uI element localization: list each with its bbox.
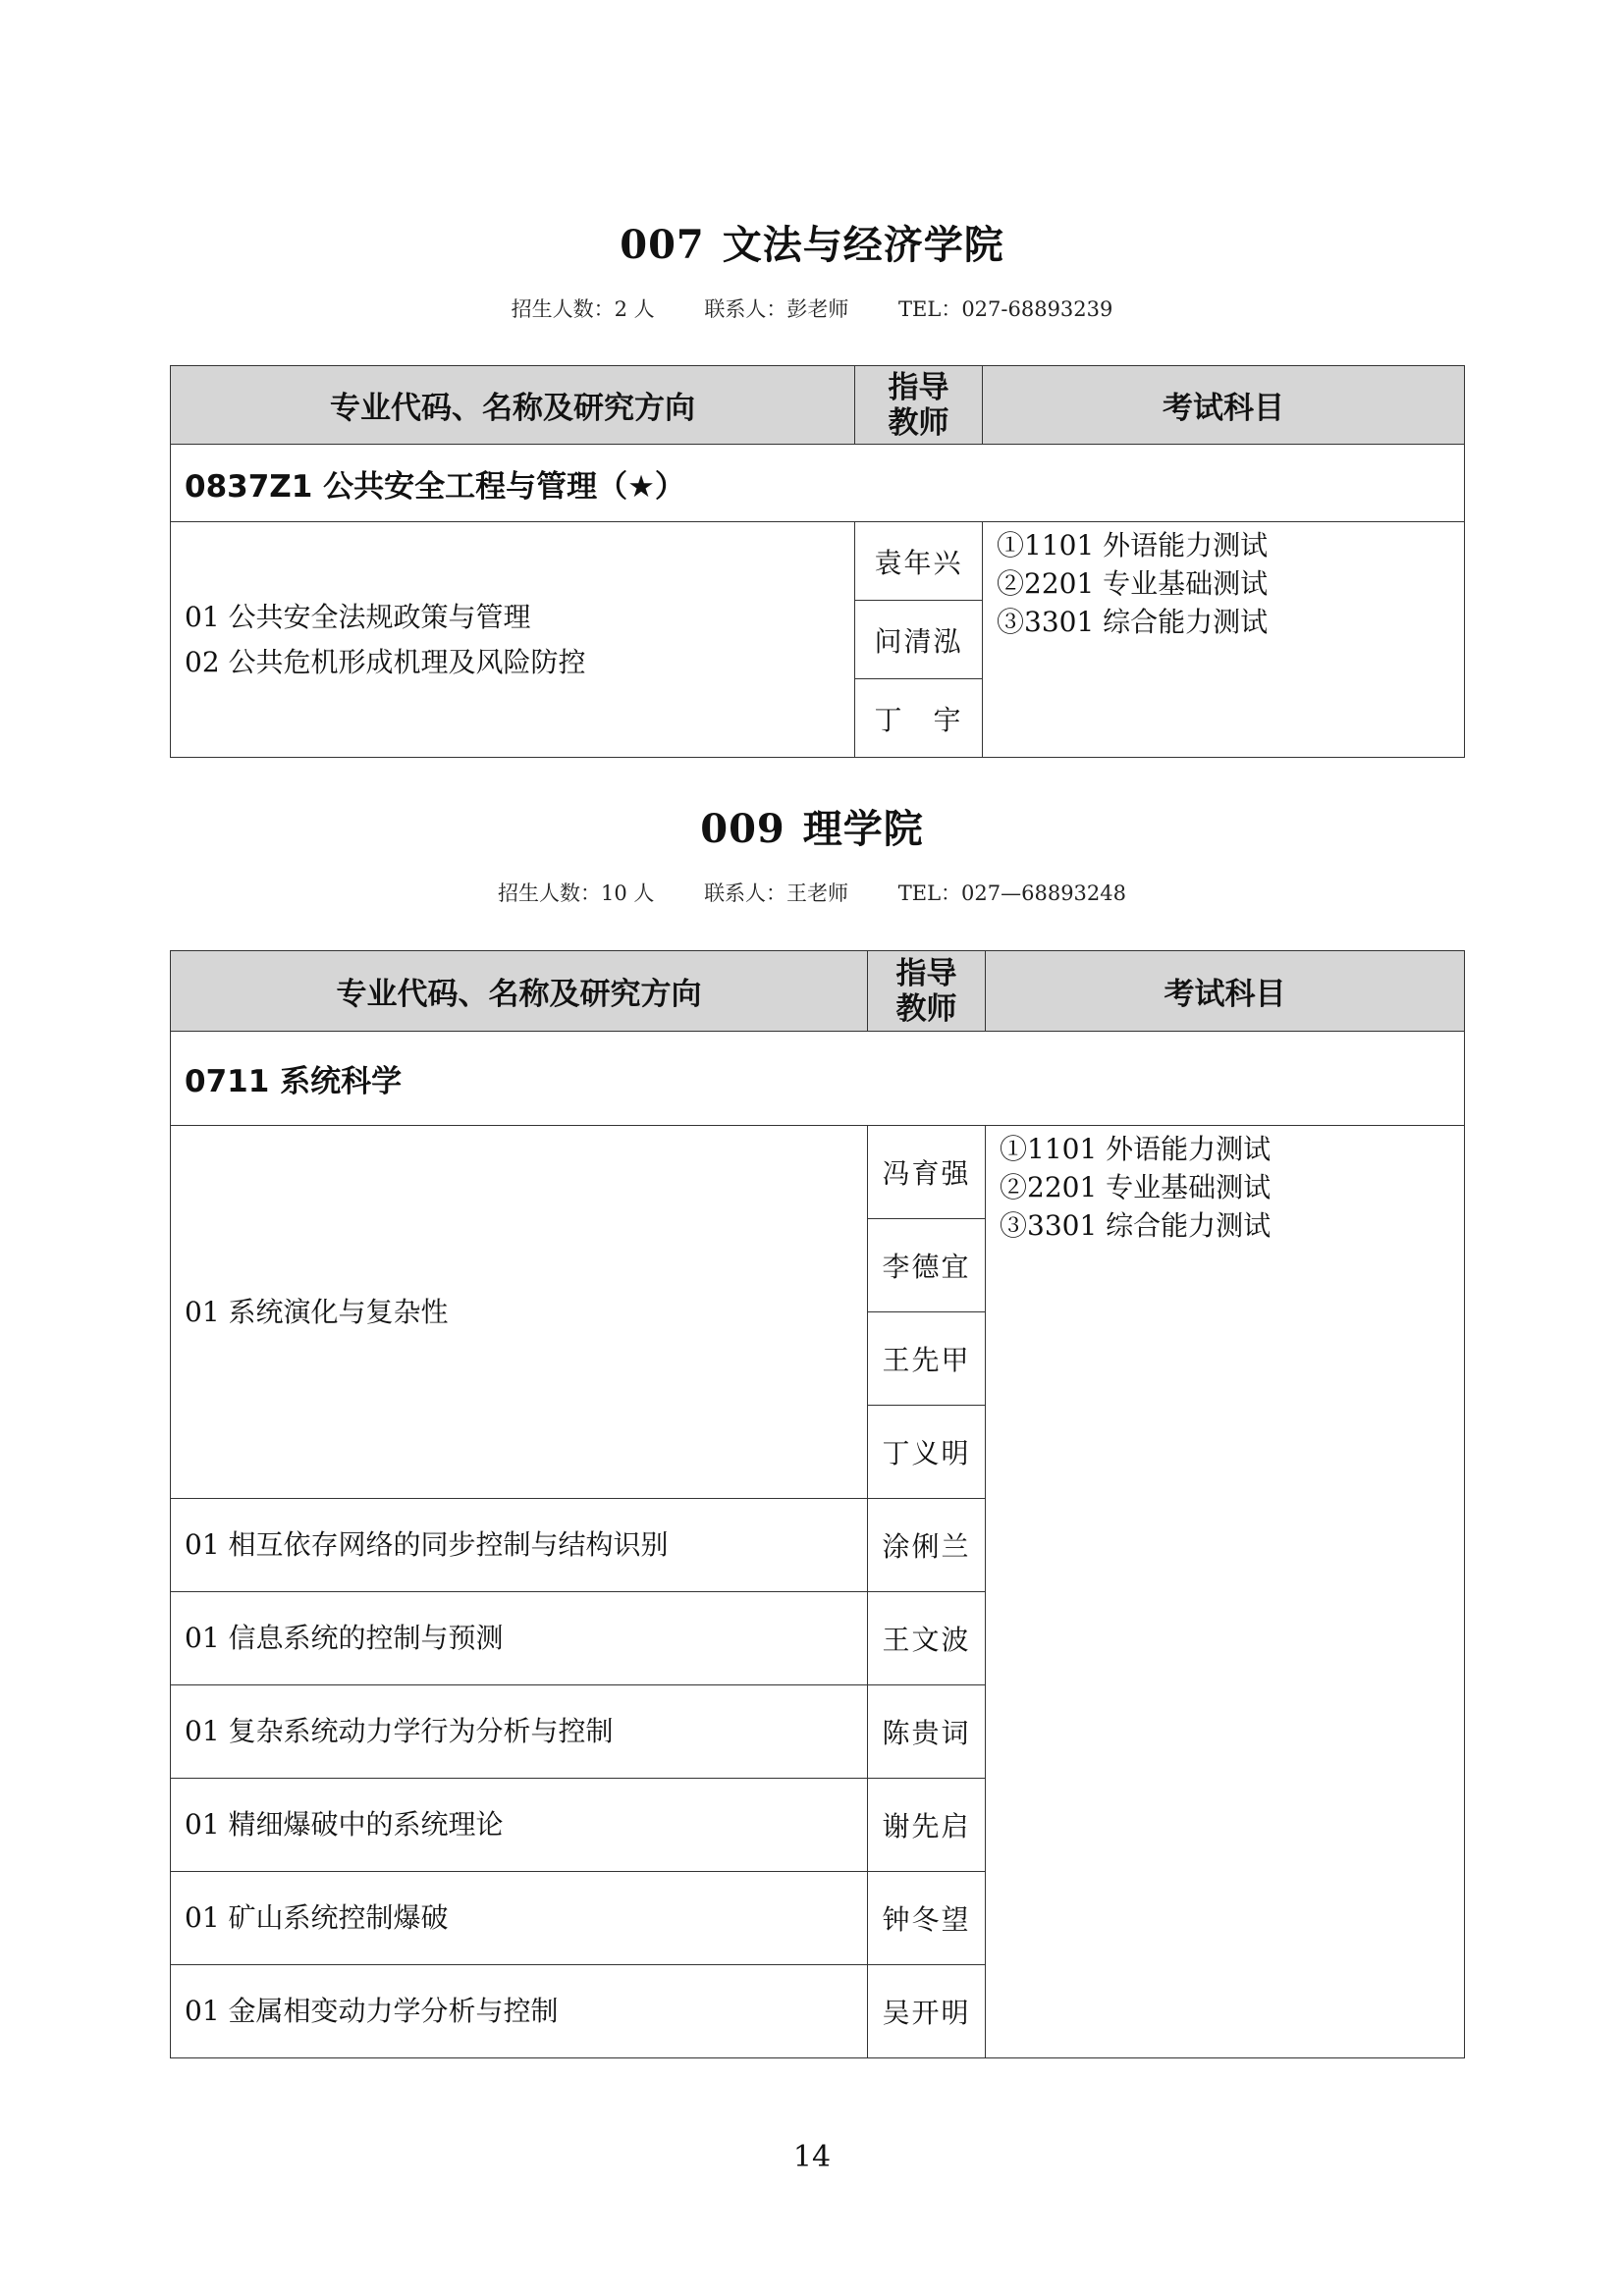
direction-item: 02 公共危机形成机理及风险防控 (185, 645, 586, 678)
contact-tel: TEL：027—68893248 (897, 881, 1127, 905)
contact-person: 联系人：彭老师 (704, 297, 849, 321)
direction-cell: 01 相互依存网络的同步控制与结构识别 (171, 1499, 868, 1592)
tutor-name: 问清泓 (855, 601, 983, 679)
program-table-009 (170, 950, 1465, 2058)
exam-item: ②2201 专业基础测试 (997, 567, 1269, 600)
table-header-row (171, 366, 1465, 445)
contact-line-009 (0, 878, 1624, 907)
header-tutor (868, 951, 986, 1032)
enrollment-count: 招生人数：10 人 (497, 881, 655, 905)
tutor-name: 涂俐兰 (868, 1499, 986, 1592)
exam-item: ②2201 专业基础测试 (1000, 1171, 1272, 1203)
major-title: 0711 系统科学 (171, 1032, 1465, 1126)
page-number: 14 (792, 2140, 832, 2174)
header-tutor (855, 366, 983, 445)
direction-cell: 01 系统演化与复杂性 (171, 1126, 868, 1499)
section-code: 007 (620, 222, 705, 268)
tutor-name: 袁年兴 (855, 522, 983, 601)
tutor-name: 王先甲 (868, 1312, 986, 1406)
direction-cell: 01 精细爆破中的系统理论 (171, 1779, 868, 1872)
enrollment-count: 招生人数：2 人 (511, 297, 655, 321)
exam-item: ①1101 外语能力测试 (997, 529, 1269, 561)
major-row (171, 1032, 1465, 1126)
tutor-name: 谢先启 (868, 1779, 986, 1872)
tutor-name: 丁义明 (868, 1406, 986, 1499)
major-title: 0837Z1 公共安全工程与管理（★） (171, 445, 1465, 522)
direction-cell: 01 信息系统的控制与预测 (171, 1592, 868, 1685)
section-code: 009 (700, 806, 785, 852)
exam-item: ③3301 综合能力测试 (1000, 1209, 1272, 1242)
header-major: 专业代码、名称及研究方向 (171, 951, 868, 1032)
header-tutor-line2: 教师 (888, 404, 949, 441)
direction-cell: 01 矿山系统控制爆破 (171, 1872, 868, 1965)
header-tutor-line1: 指导 (888, 369, 949, 405)
direction-cell: 01 金属相变动力学分析与控制 (171, 1965, 868, 2058)
section-title-009 (0, 798, 1624, 854)
tutor-name: 钟冬望 (868, 1872, 986, 1965)
section-name: 文法与经济学院 (722, 222, 1004, 268)
table-header-row (171, 951, 1465, 1032)
tutor-name: 陈贵词 (868, 1685, 986, 1779)
contact-line-007 (0, 294, 1624, 323)
exam-item: ①1101 外语能力测试 (1000, 1133, 1272, 1165)
table-row (171, 1126, 1465, 1219)
header-tutor-line1: 指导 (895, 955, 957, 991)
direction-cell (171, 522, 855, 758)
direction-item: 01 公共安全法规政策与管理 (185, 600, 531, 633)
major-row (171, 445, 1465, 522)
contact-tel: TEL：027-68893239 (898, 297, 1113, 321)
header-exam: 考试科目 (986, 951, 1465, 1032)
header-tutor-line2: 教师 (895, 990, 957, 1027)
section-title-007 (0, 214, 1624, 270)
header-exam: 考试科目 (983, 366, 1465, 445)
tutor-name: 王文波 (868, 1592, 986, 1685)
program-table-007 (170, 365, 1465, 758)
exam-item: ③3301 综合能力测试 (997, 606, 1269, 638)
tutor-name: 丁 宇 (855, 679, 983, 758)
exam-subjects (983, 522, 1465, 758)
direction-cell: 01 复杂系统动力学行为分析与控制 (171, 1685, 868, 1779)
section-name: 理学院 (802, 806, 924, 852)
contact-person: 联系人：王老师 (704, 881, 849, 905)
table-row (171, 522, 1465, 601)
tutor-name: 冯育强 (868, 1126, 986, 1219)
exam-subjects (986, 1126, 1465, 2058)
tutor-name: 李德宜 (868, 1219, 986, 1312)
header-major: 专业代码、名称及研究方向 (171, 366, 855, 445)
tutor-name: 吴开明 (868, 1965, 986, 2058)
